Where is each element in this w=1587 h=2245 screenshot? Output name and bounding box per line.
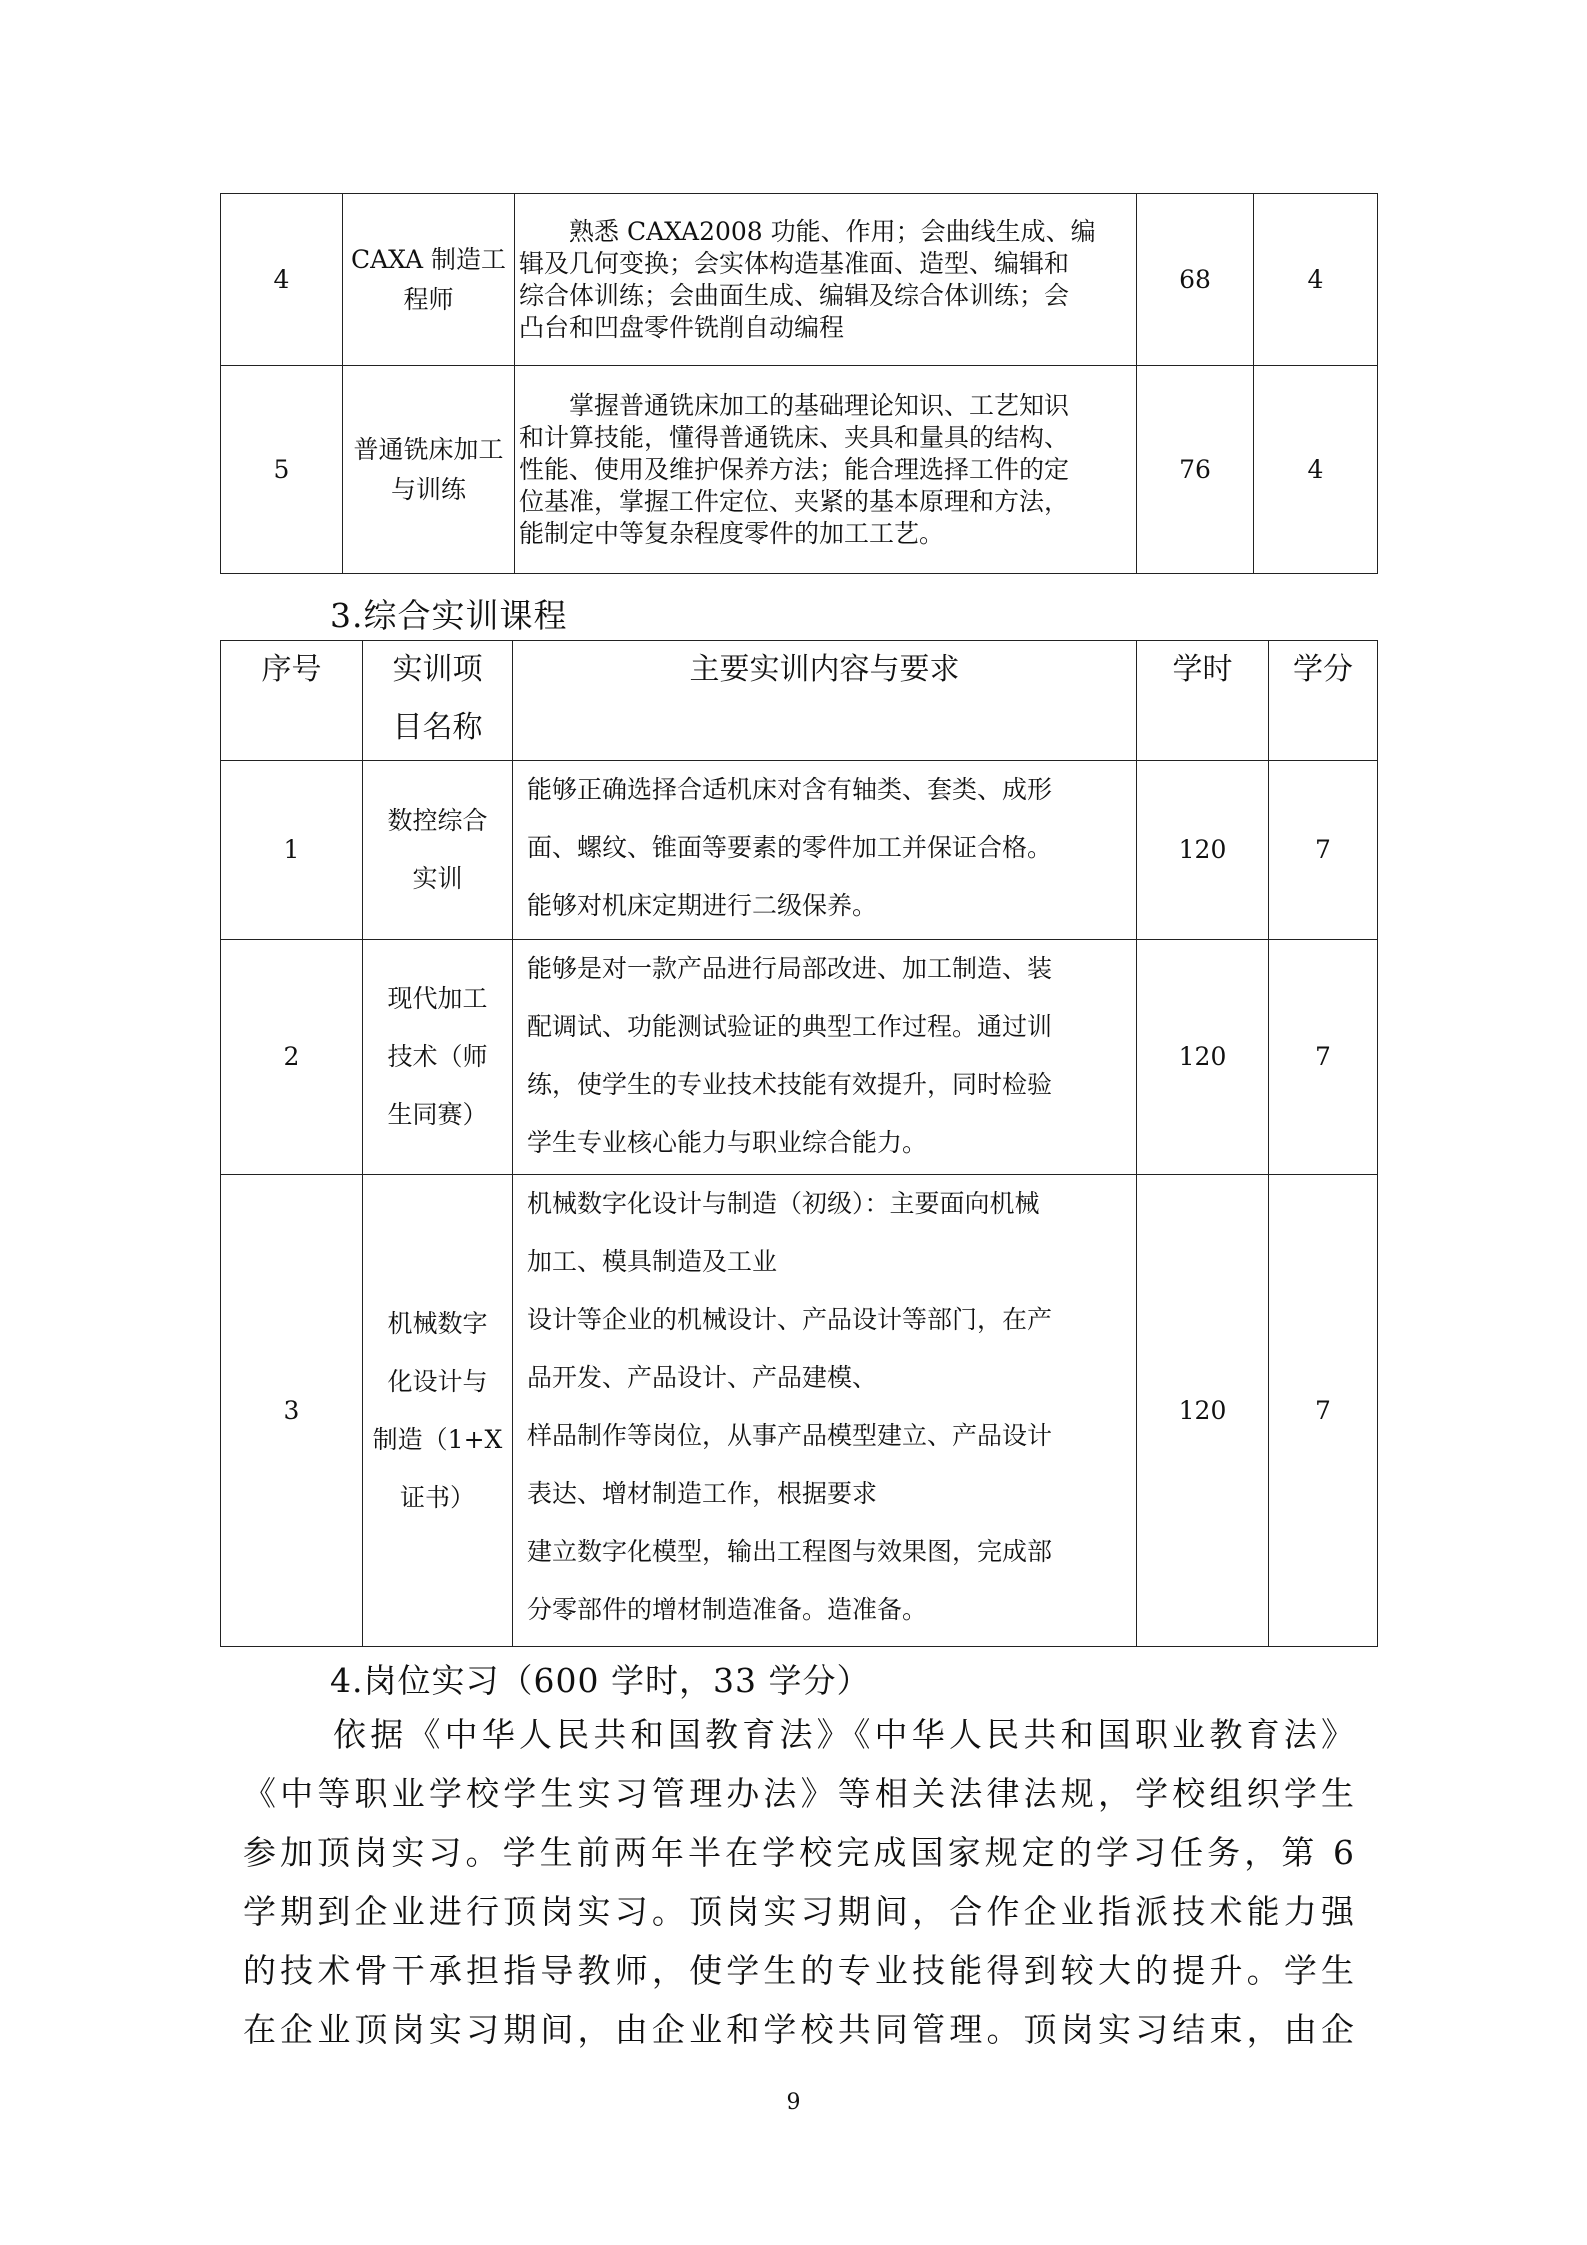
header-name-line: 目名称 (392, 710, 483, 745)
hours-cell: 76 (1137, 366, 1254, 574)
paragraph-line: 学期到企业进行顶岗实习。顶岗实习期间，合作企业指派技术能力强 (243, 1892, 1355, 1931)
course-description (515, 366, 1137, 574)
course-name-line: 制造（1+X (372, 1424, 503, 1454)
desc-line: 综合体训练；会曲面生成、编辑及综合体训练；会 (519, 280, 1070, 310)
page-number: 9 (786, 2090, 801, 2115)
table-row (221, 1175, 1378, 1647)
desc-line: 能够正确选择合适机床对含有轴类、套类、成形 (527, 775, 1053, 804)
desc-line: 表达、增材制造工作，根据要求 (527, 1479, 878, 1508)
course-name-line: 生同赛） (387, 1100, 488, 1129)
header-name (363, 641, 513, 761)
desc-line: 位基准，掌握工件定位、夹紧的基本原理和方法， (519, 486, 1070, 516)
training-course-table (220, 640, 1378, 1647)
table-row (221, 940, 1378, 1175)
course-name (343, 366, 515, 574)
header-index: 序号 (221, 641, 363, 761)
header-content: 主要实训内容与要求 (513, 641, 1137, 761)
course-name-line: 实训 (412, 864, 463, 893)
row-index: 3 (221, 1175, 363, 1647)
paragraph-line: 在企业顶岗实习期间，由企业和学校共同管理。顶岗实习结束，由企 (243, 2010, 1355, 2049)
section-heading: 3.综合实训课程 (330, 596, 568, 635)
course-name (363, 1175, 513, 1647)
header-credits: 学分 (1269, 641, 1378, 761)
desc-line: 样品制作等岗位，从事产品模型建立、产品设计 (527, 1421, 1053, 1450)
header-hours: 学时 (1137, 641, 1269, 761)
hours-cell: 120 (1137, 940, 1269, 1175)
hours-cell: 120 (1137, 761, 1269, 940)
desc-line: 熟悉 CAXA2008 功能、作用；会曲线生成、编 (569, 216, 1096, 246)
desc-line: 加工、模具制造及工业 (527, 1247, 778, 1276)
desc-line: 能够是对一款产品进行局部改进、加工制造、装 (527, 954, 1053, 983)
desc-line: 设计等企业的机械设计、产品设计等部门，在产 (527, 1305, 1053, 1334)
course-name-line: 机械数字 (387, 1308, 488, 1338)
desc-line: 和计算技能，懂得普通铣床、夹具和量具的结构、 (519, 422, 1070, 452)
course-name (343, 194, 515, 366)
paragraph-line: 参加顶岗实习。学生前两年半在学校完成国家规定的学习任务，第 6 (243, 1833, 1355, 1872)
credits-cell: 4 (1254, 194, 1378, 366)
course-name-line: 数控综合 (387, 806, 488, 835)
table-header-row (221, 641, 1378, 761)
course-description (513, 761, 1137, 940)
course-name-line: 化设计与 (387, 1366, 488, 1396)
paragraph-line: 《中等职业学校学生实习管理办法》等相关法律法规，学校组织学生 (243, 1774, 1355, 1813)
course-name-line: 普通铣床加工 (353, 434, 504, 464)
course-name-line: 与训练 (390, 474, 466, 504)
table-row (221, 761, 1378, 940)
desc-line: 品开发、产品设计、产品建模、 (527, 1363, 878, 1392)
desc-line: 性能、使用及维护保养方法；能合理选择工件的定 (519, 454, 1070, 484)
desc-line: 凸台和凹盘零件铣削自动编程 (519, 312, 845, 342)
desc-line: 配调试、功能测试验证的典型工作过程。通过训 (527, 1012, 1053, 1041)
row-index: 4 (221, 194, 343, 366)
header-name-line: 实训项 (392, 652, 483, 687)
course-description (513, 1175, 1137, 1647)
desc-line: 建立数字化模型，输出工程图与效果图，完成部 (527, 1537, 1053, 1566)
credits-cell: 7 (1269, 761, 1378, 940)
desc-line: 掌握普通铣床加工的基础理论知识、工艺知识 (569, 390, 1070, 420)
body-paragraph (243, 1705, 1355, 2059)
course-name-line: 技术（师 (387, 1042, 488, 1071)
desc-line: 分零部件的增材制造准备。造准备。 (527, 1595, 928, 1624)
row-index: 2 (221, 940, 363, 1175)
course-name-line: 程师 (403, 284, 454, 314)
table-row (221, 194, 1378, 366)
section-heading: 4.岗位实习（600 学时，33 学分） (330, 1661, 871, 1700)
table-row (221, 366, 1378, 574)
course-name (363, 761, 513, 940)
course-table-continued (220, 193, 1378, 574)
credits-cell: 7 (1269, 940, 1378, 1175)
course-name-line: CAXA 制造工 (350, 244, 507, 274)
desc-line: 学生专业核心能力与职业综合能力。 (527, 1128, 928, 1157)
credits-cell: 4 (1254, 366, 1378, 574)
paragraph-line: 的技术骨干承担指导教师，使学生的专业技能得到较大的提升。学生 (243, 1951, 1355, 1990)
desc-line: 辑及几何变换；会实体构造基准面、造型、编辑和 (519, 248, 1070, 278)
credits-cell: 7 (1269, 1175, 1378, 1647)
row-index: 1 (221, 761, 363, 940)
desc-line: 机械数字化设计与制造（初级）：主要面向机械 (527, 1189, 1040, 1218)
course-name-line: 证书） (399, 1482, 475, 1512)
hours-cell: 68 (1137, 194, 1254, 366)
hours-cell: 120 (1137, 1175, 1269, 1647)
desc-line: 练，使学生的专业技术技能有效提升，同时检验 (527, 1070, 1053, 1099)
course-description (515, 194, 1137, 366)
course-name-line: 现代加工 (387, 984, 488, 1013)
course-name (363, 940, 513, 1175)
desc-line: 能够对机床定期进行二级保养。 (527, 891, 878, 920)
desc-line: 能制定中等复杂程度零件的加工工艺。 (519, 518, 945, 548)
row-index: 5 (221, 366, 343, 574)
course-description (513, 940, 1137, 1175)
desc-line: 面、螺纹、锥面等要素的零件加工并保证合格。 (527, 833, 1053, 862)
paragraph-line: 依据《中华人民共和国教育法》《中华人民共和国职业教育法》 (333, 1715, 1355, 1754)
